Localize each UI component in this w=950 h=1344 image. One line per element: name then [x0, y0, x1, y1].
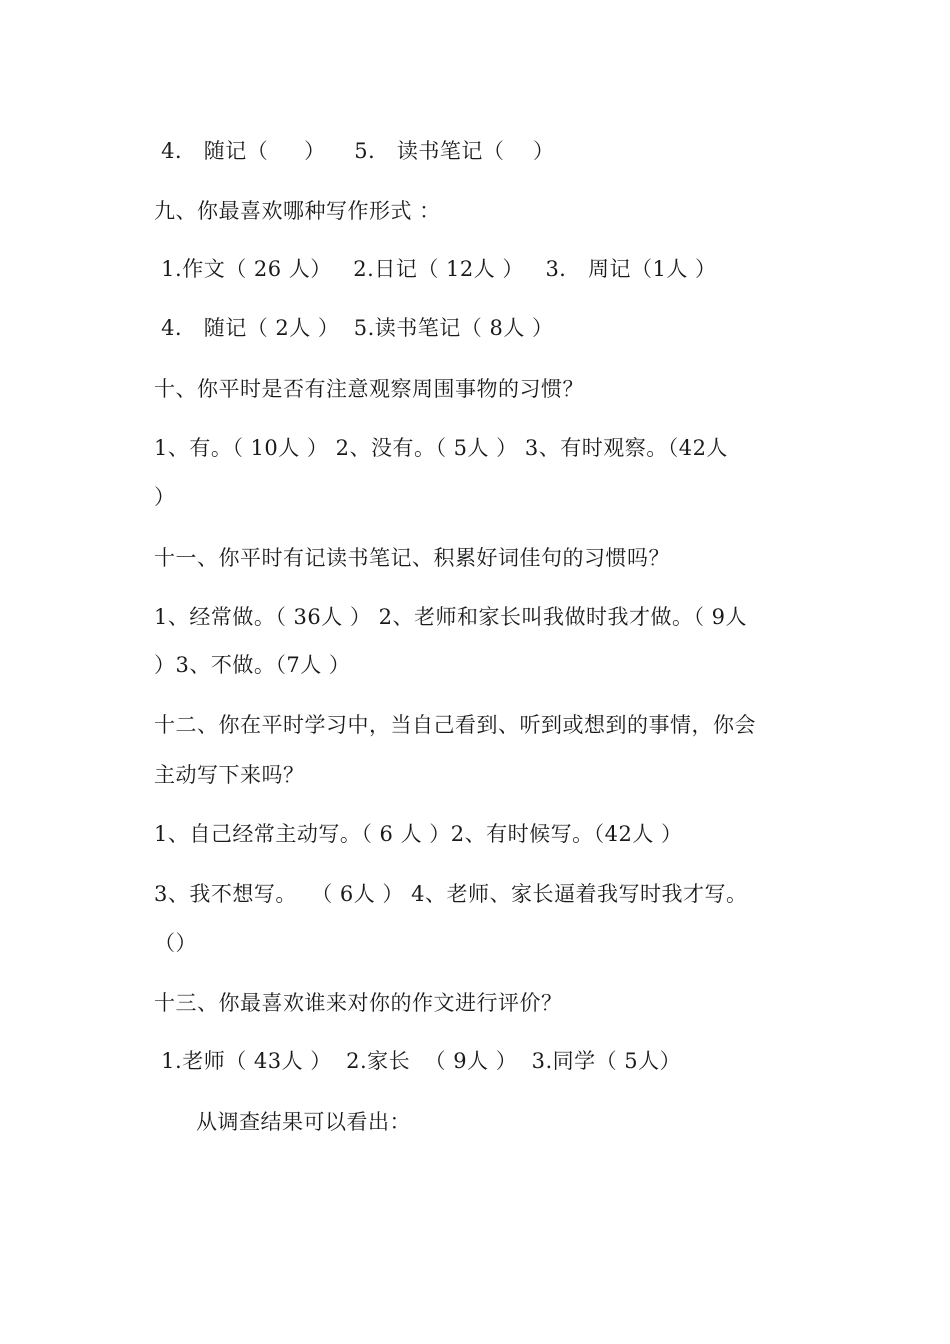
- q12-options-line-2: 3、我不想写。 （ 6人 ） 4、老师、家长逼着我写时我才写。: [154, 882, 748, 906]
- q9-question: 九、你最喜欢哪种写作形式 ：: [154, 199, 441, 223]
- q10-question: 十、你平时是否有注意观察周围事物的习惯？: [154, 377, 584, 401]
- q12-question-line-2: 主动写下来吗？: [154, 763, 305, 787]
- q11-question: 十一、你平时有记读书笔记、积累好词佳句的习惯吗？: [154, 546, 670, 570]
- q9-options-line-1: 1.作文（ 26 人） 2.日记（ 12人 ） 3． 周记（1人 ）: [154, 257, 717, 281]
- q13-options: 1.老师（ 43人 ） 2.家长 （ 9人 ） 3.同学（ 5人）: [154, 1049, 682, 1073]
- q9-options-line-2: 4． 随记（ 2人 ） 5.读书笔记（ 8人 ）: [154, 316, 554, 340]
- q10-options-line-1: 1、有。（ 10人 ） 2、没有。（ 5人 ） 3、有时观察。（42人: [154, 436, 728, 460]
- q13-question: 十三、你最喜欢谁来对你的作文进行评价？: [154, 991, 563, 1015]
- q12-options-line-1: 1、自己经常主动写。（ 6 人 ）2、有时候写。（42人 ）: [154, 822, 683, 846]
- q12-question-line-1: 十二、你在平时学习中，当自己看到、听到或想到的事情，你会: [154, 713, 756, 737]
- conclusion-intro: 从调查结果可以看出：: [196, 1110, 411, 1134]
- q11-options-line-1: 1、经常做。（ 36人 ） 2、老师和家长叫我做时我才做。（ 9人: [154, 605, 748, 629]
- q10-options-line-2: ）: [154, 485, 176, 509]
- q11-options-line-2: ）3、不做。（7人 ）: [154, 653, 351, 677]
- q12-options-line-3: （）: [154, 931, 197, 955]
- q8-options-line-2: 4． 随记（ ） 5． 读书笔记（ ）: [154, 139, 555, 163]
